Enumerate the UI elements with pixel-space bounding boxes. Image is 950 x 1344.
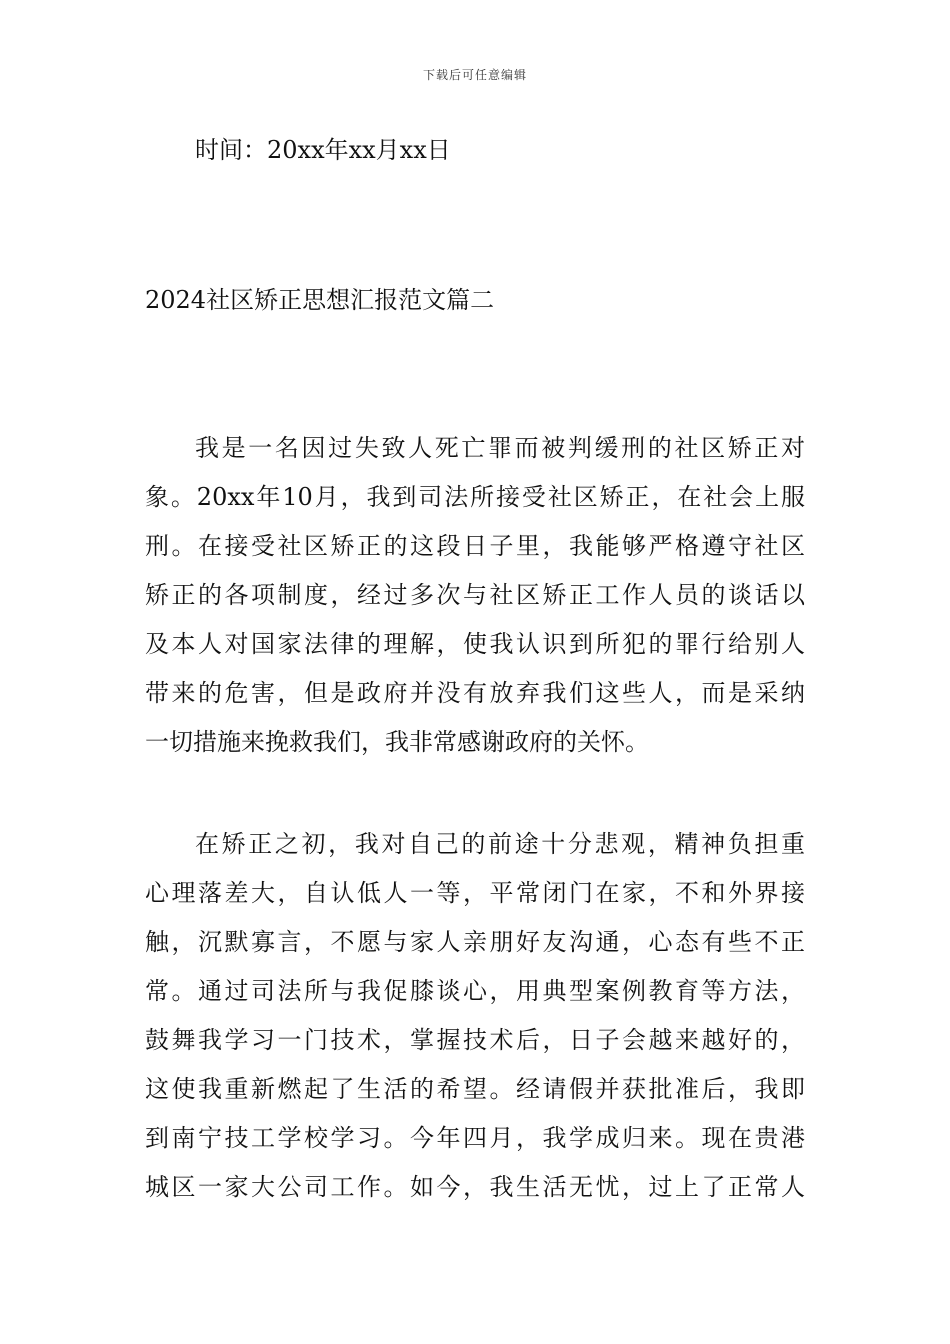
paragraph-line: 到南宁技工学校学习。今年四月，我学成归来。现在贵港 [145,1124,805,1152]
paragraph-line: 在矫正之初，我对自己的前途十分悲观，精神负担重 [195,830,805,858]
paragraph-line: 鼓舞我学习一门技术，掌握技术后，日子会越来越好的， [145,1026,805,1054]
paragraph-line: 触，沉默寡言，不愿与家人亲朋好友沟通，心态有些不正 [145,928,805,956]
paragraph-line: 带来的危害，但是政府并没有放弃我们这些人，而是采纳 [145,679,805,707]
paragraph-line: 我是一名因过失致人死亡罪而被判缓刑的社区矫正对 [195,434,805,462]
paragraph-1 [145,430,805,773]
paragraph-2 [145,826,805,1218]
paragraph-line: 象。20xx年10月，我到司法所接受社区矫正，在社会上服 [145,483,805,511]
header-note: 下载后可任意编辑 [422,68,527,82]
section-title: 2024社区矫正思想汇报范文篇二 [145,286,495,314]
paragraph-line: 心理落差大，自认低人一等，平常闭门在家，不和外界接 [145,879,805,907]
paragraph-line: 一切措施来挽救我们，我非常感谢政府的关怀。 [145,728,649,756]
paragraph-line: 城区一家大公司工作。如今，我生活无忧，过上了正常人 [145,1173,805,1201]
paragraph-line: 这使我重新燃起了生活的希望。经请假并获批准后，我即 [145,1075,805,1103]
paragraph-line: 矫正的各项制度，经过多次与社区矫正工作人员的谈话以 [145,581,805,609]
paragraph-line: 常。通过司法所与我促膝谈心，用典型案例教育等方法， [145,977,805,1005]
paragraph-line: 刑。在接受社区矫正的这段日子里，我能够严格遵守社区 [145,532,805,560]
paragraph-line: 及本人对国家法律的理解，使我认识到所犯的罪行给别人 [145,630,805,658]
date-line: 时间：20xx年xx月xx日 [195,136,451,164]
